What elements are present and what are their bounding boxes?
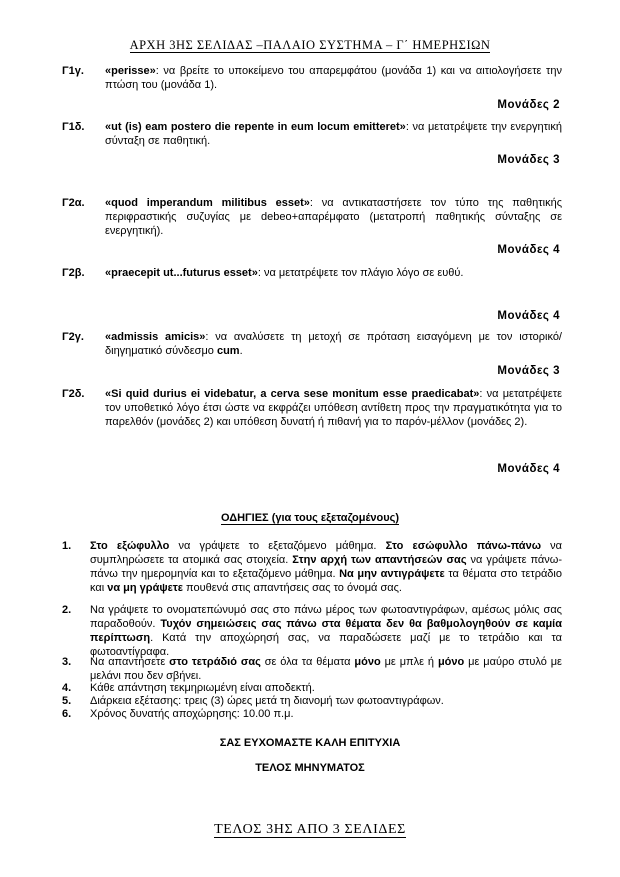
instruction-emphasis: Στο εξώφυλλο <box>90 540 170 552</box>
instruction-text: σε όλα τα θέματα <box>260 656 355 668</box>
instruction-text: Χρόνος δυνατής αποχώρησης: 10.00 π.μ. <box>90 708 294 720</box>
question-label: Γ2δ. <box>62 388 85 400</box>
question-text: : να μετατρέψετε την ενεργητική σύνταξη σε παθητική. <box>105 121 562 147</box>
question-latin: «ut (is) eam postero die repente in eum locum emitteret» <box>105 121 406 133</box>
question-g2b <box>62 266 562 280</box>
question-text: : να μετατρέψετε τον πλάγιο λόγο σε ευθύ. <box>257 267 464 279</box>
instruction-item <box>62 707 562 721</box>
question-label: Γ2γ. <box>62 331 84 343</box>
marks-g2b: Μονάδες 4 <box>497 310 560 322</box>
instruction-item <box>62 694 562 708</box>
instruction-emphasis: να μη γράψετε <box>107 582 183 594</box>
instruction-number: 3. <box>62 656 72 668</box>
page-header-text: ΑΡΧΗ 3ΗΣ ΣΕΛΙΔΑΣ –ΠΑΛΑΙΟ ΣΥΣΤΗΜΑ – Γ΄ ΗΜΕΡΗΣΙΩΝ <box>129 38 491 52</box>
instruction-text: Να γράψετε το ονοματεπώνυμό σας στο πάνω μέρος των φωτοαντιγράφων, αμέσως μόλις σας παραδοθούν. <box>90 604 562 630</box>
question-g2d <box>62 387 562 429</box>
instruction-text: Να απαντήσετε <box>90 656 170 668</box>
instruction-emphasis: μόνο <box>354 656 381 668</box>
marks-g2a: Μονάδες 4 <box>497 244 560 256</box>
instruction-text: Κάθε απάντηση τεκμηριωμένη είναι αποδεκτή. <box>90 682 315 694</box>
question-latin: «Si quid durius ei videbatur, a cerva sese monitum esse praedicabat» <box>105 388 480 400</box>
question-latin-cum: cum <box>216 345 240 357</box>
instruction-emphasis: Τυχόν σημειώσεις σας πάνω στα θέματα δεν θα βαθμολογηθούν σε καμία περίπτωση <box>90 618 563 644</box>
instruction-item <box>62 539 562 595</box>
marks-g1c: Μονάδες 2 <box>497 99 560 111</box>
instruction-emphasis: Να μην αντιγράψετε <box>339 568 445 580</box>
instruction-text: με μαύρο στυλό με μελάνι που δεν σβήνει. <box>90 656 562 682</box>
closing-end: ΤΕΛΟΣ ΜΗΝΥΜΑΤΟΣ <box>255 762 365 774</box>
page-header <box>0 38 620 52</box>
page-footer <box>0 823 620 837</box>
instruction-item <box>62 655 562 683</box>
instructions-title-text: ΟΔΗΓΙΕΣ (για τους εξεταζομένους) <box>220 512 400 524</box>
question-g2c <box>62 330 562 358</box>
instruction-emphasis: μόνο <box>437 656 465 668</box>
marks-g2c: Μονάδες 3 <box>497 365 560 377</box>
marks-g1d: Μονάδες 3 <box>497 154 560 166</box>
instruction-text: να γράψετε το εξεταζόμενο μάθημα. <box>169 540 386 552</box>
instruction-text: με μπλε ή <box>380 656 438 668</box>
instruction-number: 4. <box>62 682 72 694</box>
question-latin: «admissis amicis» <box>105 331 206 343</box>
question-g1d <box>62 120 562 148</box>
instructions-title <box>0 511 620 525</box>
marks-g2d: Μονάδες 4 <box>497 463 560 475</box>
instruction-text: πουθενά στις απαντήσεις σας το όνομά σας. <box>183 582 402 594</box>
question-text: : να μετατρέψετε τον υποθετικό λόγο έτσι ώστε να εκφράζει υπόθεση αντίθετη προς την πραγματικότητα για το παρελθόν (μονάδες 2) και υπόθεση δυνατή ή πιθανή για το παρόν-μέλλον (μονάδες 2). <box>105 388 562 428</box>
instruction-number: 6. <box>62 708 72 720</box>
instruction-emphasis: στο τετράδιό σας <box>169 656 261 668</box>
instruction-number: 1. <box>62 540 72 552</box>
question-label: Γ2β. <box>62 267 85 279</box>
question-latin: «perisse» <box>105 65 156 77</box>
question-text: : να βρείτε το υποκείμενο του απαρεμφάτου (μονάδα 1) και να αιτιολογήσετε την πτώση του (μονάδα 1). <box>105 65 562 91</box>
question-g2a <box>62 196 562 238</box>
question-latin: «praecepit ut...futurus esset» <box>105 267 258 279</box>
question-label: Γ1γ. <box>62 65 84 77</box>
question-latin: «quod imperandum militibus esset» <box>105 197 310 209</box>
instruction-number: 5. <box>62 695 72 707</box>
instruction-item <box>62 603 562 659</box>
instruction-text: τα θέματα στο τετράδιο και <box>90 568 562 594</box>
instruction-text: να συμπληρώσετε τα ατομικά σας στοιχεία. <box>90 540 562 566</box>
question-text-end: . <box>239 345 243 357</box>
question-text: : να αντικαταστήσετε τον τύπο της παθητικής περιφραστικής συζυγίας με debeo+απαρέμφατο (μετατροπή παθητικής σύνταξης σε ενεργητική). <box>105 197 562 237</box>
instruction-text: . Κατά την αποχώρησή σας, να παραδώσετε μαζί με το τετράδιο και τα φωτοαντίγραφα. <box>90 632 562 658</box>
question-label: Γ2α. <box>62 197 85 209</box>
page-footer-text: ΤΕΛΟΣ 3ΗΣ ΑΠΟ 3 ΣΕΛΙΔΕΣ <box>214 822 406 837</box>
question-g1c <box>62 64 562 92</box>
instruction-number: 2. <box>62 604 72 616</box>
instruction-text: να γράψετε πάνω-πάνω την ημερομηνία και το εξεταζόμενο μάθημα. <box>90 554 562 580</box>
instruction-emphasis: Στο εσώφυλλο πάνω-πάνω <box>385 540 541 552</box>
question-text: : να αναλύσετε τη μετοχή σε πρόταση εισαγόμενη με τον ιστορικό/διηγηματικό σύνδεσμο <box>105 331 562 357</box>
instruction-text: Διάρκεια εξέτασης: τρεις (3) ώρες μετά τη διανομή των φωτοαντιγράφων. <box>90 695 444 707</box>
instruction-item <box>62 681 562 695</box>
instruction-emphasis: Στην αρχή των απαντήσεών σας <box>292 554 467 566</box>
question-label: Γ1δ. <box>62 121 85 133</box>
closing-wish: ΣΑΣ ΕΥΧΟΜΑΣΤΕ ΚΑΛΗ ΕΠΙΤΥΧΙΑ <box>219 737 401 749</box>
